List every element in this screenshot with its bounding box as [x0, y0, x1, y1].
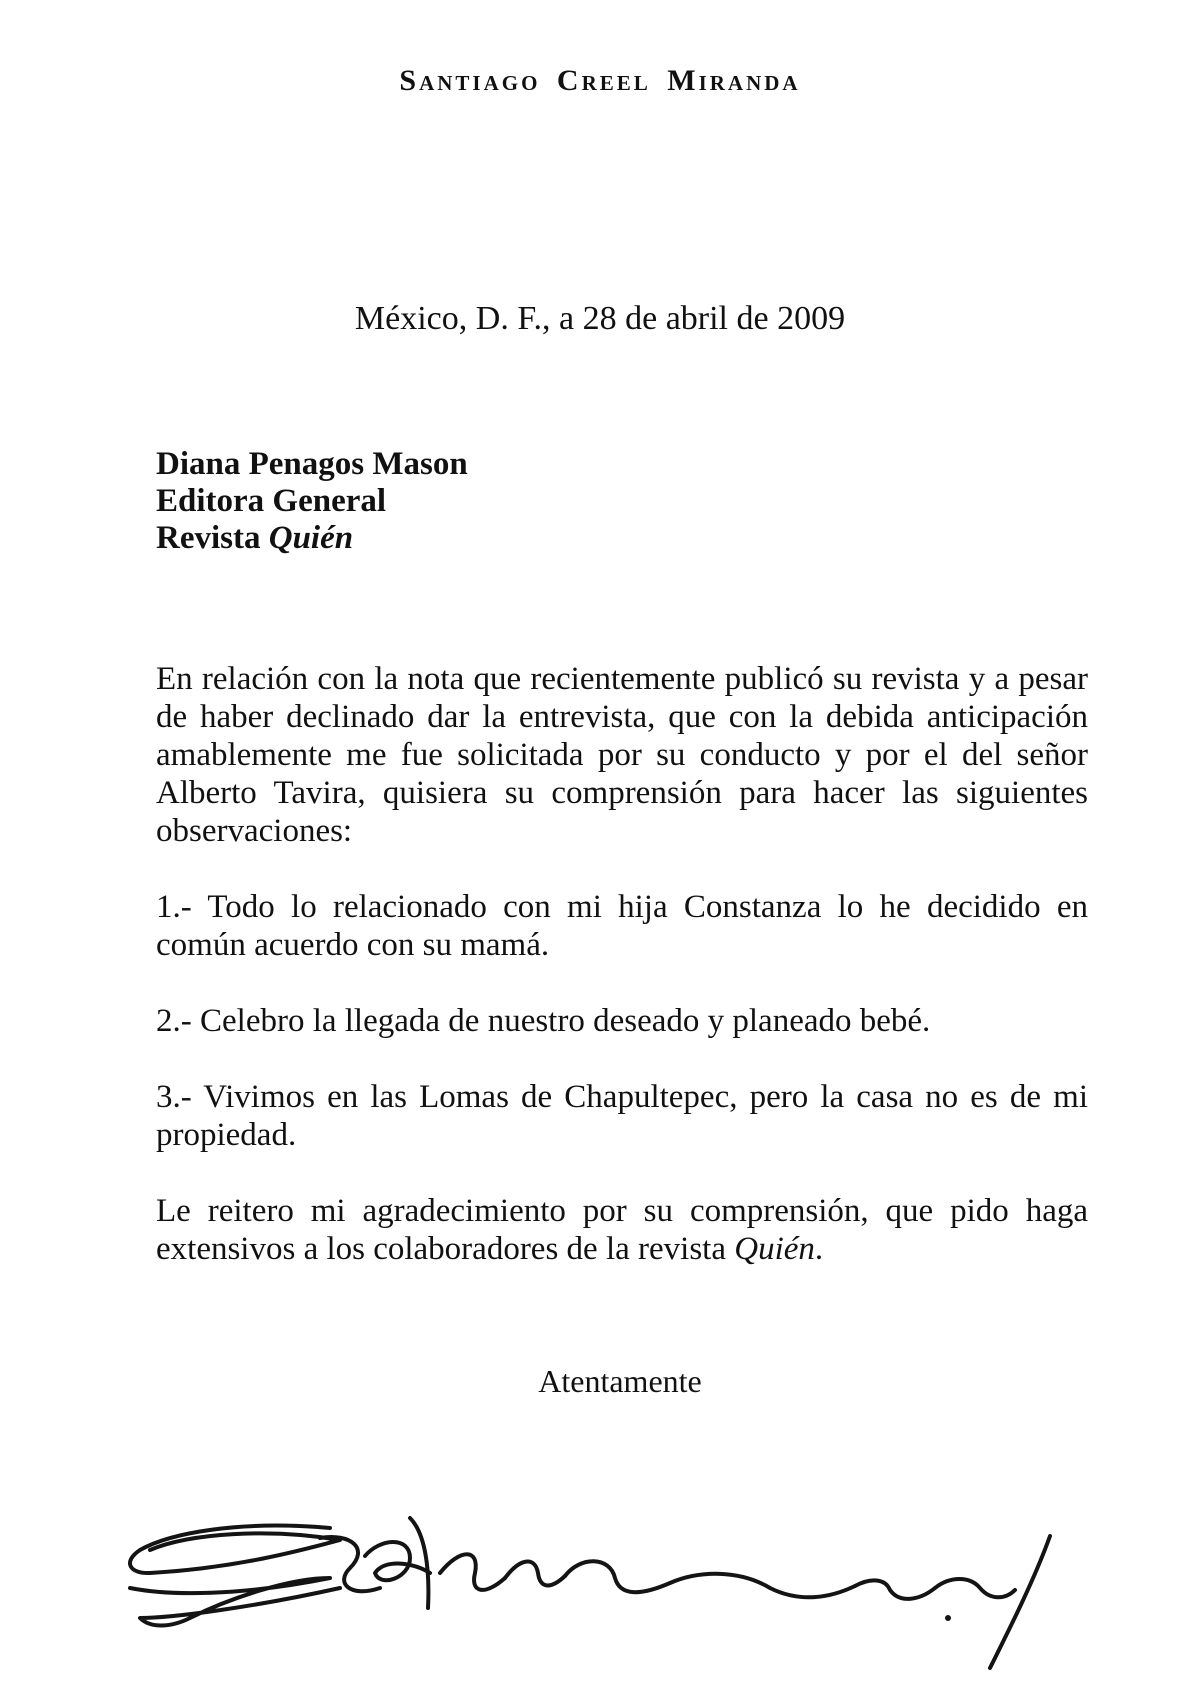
addressee-name: Diana Penagos Mason [156, 446, 468, 482]
closing-paragraph [156, 1192, 1088, 1268]
point-2-paragraph: 2.- Celebro la llegada de nuestro deseado y planeado bebé. [156, 1003, 931, 1039]
organization-name: Quién [268, 520, 354, 556]
letter-body [156, 660, 1088, 1304]
letterhead: Santiago Creel Miranda [399, 64, 801, 97]
closing-paragraph-text: Le reitero mi agradecimiento por su comprensión, que pido haga extensivos a los colaboradores de la revista [156, 1193, 1088, 1267]
addressee-organization [156, 520, 468, 557]
point-1-paragraph: 1.- Todo lo relacionado con mi hija Constanza lo he decidido en común acuerdo con su mamá. [156, 889, 1088, 963]
handwritten-signature [110, 1478, 1110, 1678]
organization-prefix: Revista [156, 520, 261, 556]
addressee-title: Editora General [156, 483, 387, 519]
point-3-paragraph: 3.- Vivimos en las Lomas de Chapultepec, pero la casa no es de mi propiedad. [156, 1079, 1088, 1153]
closing-paragraph-magazine: Quién [734, 1231, 815, 1267]
closing-paragraph-period: . [814, 1231, 824, 1267]
closing-salutation: Atentamente [538, 1363, 702, 1399]
signature-graphic [110, 1478, 1110, 1678]
addressee-block [156, 446, 468, 557]
intro-paragraph: En relación con la nota que recientemente publicó su revista y a pesar de haber declinado dar la entrevista, que con la debida anticipación amablemente me fue solicitada por su conducto y por el del señor Alberto Tavira, quisiera su comprensión para hacer las siguientes observaciones: [156, 661, 1088, 849]
date-line: México, D. F., a 28 de abril de 2009 [354, 300, 846, 337]
